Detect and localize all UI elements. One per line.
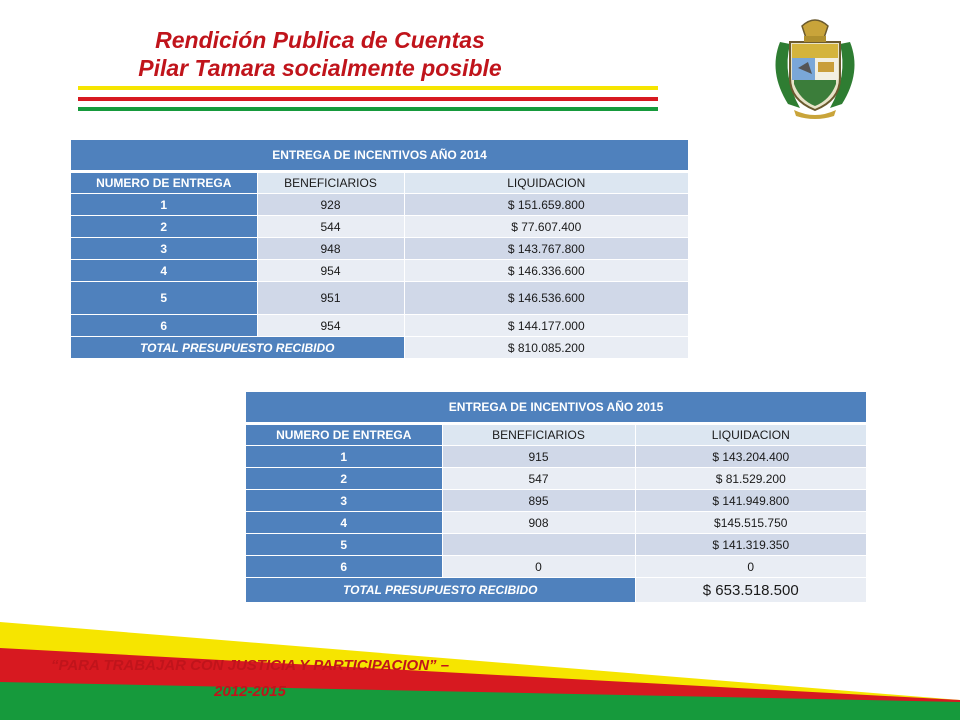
footer-period: 2012-2015 [214,683,286,700]
table-caption: ENTREGA DE INCENTIVOS AÑO 2014 [71,140,688,172]
footer-slogan: “PARA TRABAJAR CON JUSTICIA Y PARTICIPACION” – [50,657,450,674]
table-row [71,260,688,282]
liquidation-cell: $ 143.204.400 [635,446,866,468]
incentives-2014-table [71,140,688,359]
green-stripe [78,107,658,111]
delivery-number: 5 [71,282,257,315]
beneficiaries-cell: 954 [257,260,404,282]
total-value: $ 810.085.200 [404,337,688,359]
beneficiaries-cell: 928 [257,194,404,216]
delivery-number: 2 [246,468,442,490]
liquidation-cell: $145.515.750 [635,512,866,534]
table-row [246,468,866,490]
table-row [71,282,688,315]
liquidation-cell: $ 144.177.000 [404,315,688,337]
table-row [246,490,866,512]
column-header: NUMERO DE ENTREGA [246,424,442,446]
beneficiaries-cell: 895 [442,490,635,512]
yellow-stripe [78,86,658,90]
delivery-number: 6 [71,315,257,337]
table-row [246,512,866,534]
beneficiaries-cell: 0 [442,556,635,578]
delivery-number: 6 [246,556,442,578]
liquidation-cell: $ 146.536.600 [404,282,688,315]
beneficiaries-cell: 544 [257,216,404,238]
delivery-number: 4 [246,512,442,534]
column-header: NUMERO DE ENTREGA [71,172,257,194]
total-row [246,578,866,603]
incentives-2015-table [246,392,866,603]
liquidation-cell: $ 143.767.800 [404,238,688,260]
total-row [71,337,688,359]
page-title: Rendición Publica de Cuentas [155,27,485,53]
liquidation-cell: $ 146.336.600 [404,260,688,282]
column-header: BENEFICIARIOS [442,424,635,446]
beneficiaries-cell: 908 [442,512,635,534]
liquidation-cell: $ 141.949.800 [635,490,866,512]
liquidation-cell: $ 141.319.350 [635,534,866,556]
delivery-number: 1 [71,194,257,216]
beneficiaries-cell: 547 [442,468,635,490]
total-label: TOTAL PRESUPUESTO RECIBIDO [246,578,635,603]
liquidation-cell: $ 81.529.200 [635,468,866,490]
column-header: BENEFICIARIOS [257,172,404,194]
table-row [71,194,688,216]
delivery-number: 2 [71,216,257,238]
beneficiaries-cell: 954 [257,315,404,337]
delivery-number: 3 [71,238,257,260]
total-value: $ 653.518.500 [635,578,866,603]
liquidation-cell: $ 77.607.400 [404,216,688,238]
table-row [71,238,688,260]
table-row [71,315,688,337]
table-row [246,446,866,468]
liquidation-cell: 0 [635,556,866,578]
column-header: LIQUIDACION [635,424,866,446]
total-label: TOTAL PRESUPUESTO RECIBIDO [71,337,404,359]
table-row [246,534,866,556]
delivery-number: 1 [246,446,442,468]
delivery-number: 5 [246,534,442,556]
beneficiaries-cell: 915 [442,446,635,468]
beneficiaries-cell: 951 [257,282,404,315]
page-subtitle: Pilar Tamara socialmente posible [138,55,502,81]
table-row [246,556,866,578]
delivery-number: 3 [246,490,442,512]
beneficiaries-cell [442,534,635,556]
red-stripe [78,97,658,101]
liquidation-cell: $ 151.659.800 [404,194,688,216]
delivery-number: 4 [71,260,257,282]
table-row [71,216,688,238]
beneficiaries-cell: 948 [257,238,404,260]
column-header: LIQUIDACION [404,172,688,194]
table-caption: ENTREGA DE INCENTIVOS AÑO 2015 [246,392,866,424]
municipal-crest-icon [760,12,870,120]
